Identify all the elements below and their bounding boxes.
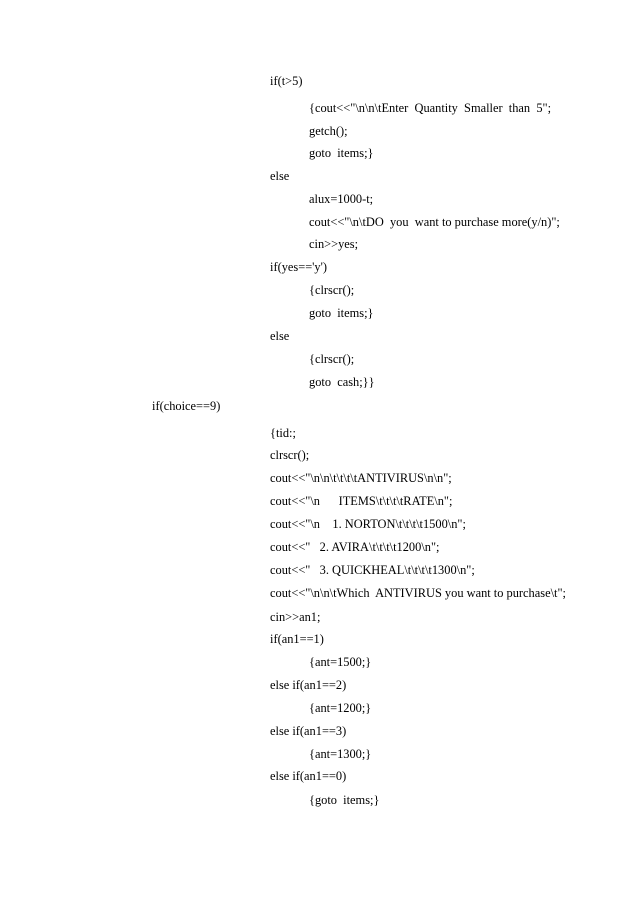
code-line: cout<<"\n\n\t\t\t\tANTIVIRUS\n\n"; — [270, 471, 452, 485]
code-line: else — [270, 169, 290, 183]
code-line: cout<<" 3. QUICKHEAL\t\t\t\t1300\n"; — [270, 563, 475, 577]
code-line: else if(an1==2) — [270, 678, 347, 692]
code-line: {clrscr(); — [309, 352, 355, 366]
code-line: else — [270, 329, 290, 343]
code-line: getch(); — [309, 124, 348, 138]
code-line: {ant=1300;} — [309, 747, 372, 761]
code-line: {tid:; — [270, 426, 296, 440]
code-line: alux=1000-t; — [309, 192, 374, 206]
code-line: if(choice==9) — [152, 399, 221, 413]
code-line: {goto items;} — [309, 793, 380, 807]
code-line: cout<<"\n ITEMS\t\t\t\tRATE\n"; — [270, 494, 453, 508]
code-line: cin>>yes; — [309, 237, 359, 251]
code-line: cout<<"\n\n\tWhich ANTIVIRUS you want to purchase\t"; — [270, 586, 566, 600]
code-line: if(t>5) — [270, 74, 303, 88]
code-line: if(yes=='y') — [270, 260, 327, 274]
code-line: clrscr(); — [270, 448, 310, 462]
code-line: else if(an1==0) — [270, 769, 347, 783]
code-line: if(an1==1) — [270, 632, 324, 646]
code-line: cin>>an1; — [270, 610, 321, 624]
code-line: goto items;} — [309, 306, 374, 320]
code-line: {ant=1500;} — [309, 655, 372, 669]
code-line: else if(an1==3) — [270, 724, 347, 738]
code-line: cout<<"\n 1. NORTON\t\t\t\t1500\n"; — [270, 517, 466, 531]
code-line: cout<<" 2. AVIRA\t\t\t\t1200\n"; — [270, 540, 440, 554]
code-line: cout<<"\n\tDO you want to purchase more(y/n)"; — [309, 215, 560, 229]
code-line: goto cash;}} — [309, 375, 375, 389]
code-line: goto items;} — [309, 146, 374, 160]
code-line: {clrscr(); — [309, 283, 355, 297]
code-line: {cout<<"\n\n\tEnter Quantity Smaller than 5"; — [309, 101, 552, 115]
code-line: {ant=1200;} — [309, 701, 372, 715]
